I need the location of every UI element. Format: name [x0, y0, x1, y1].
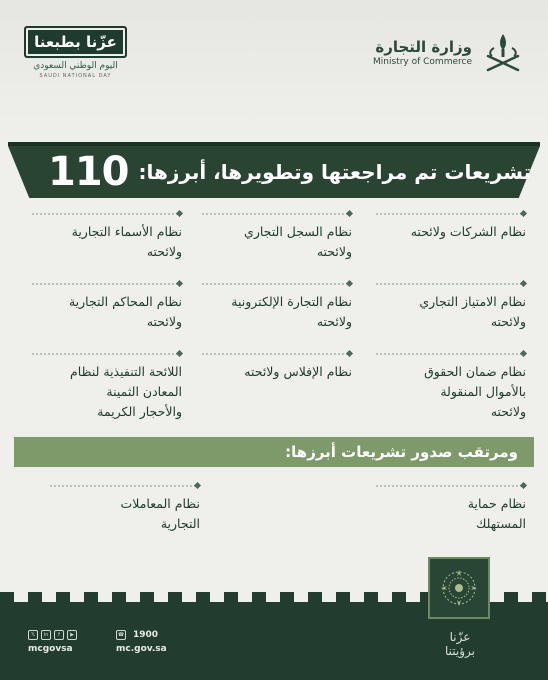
item-divider [376, 485, 526, 489]
ministry-name-ar: وزارة التجارة [375, 38, 472, 56]
social-handle[interactable]: mcgovsa [28, 644, 73, 654]
saudi-emblem-icon [480, 30, 526, 76]
youtube-icon[interactable]: ▶ [67, 630, 77, 640]
item-divider [202, 353, 352, 357]
title-banner-content [48, 146, 532, 198]
national-day-logo [18, 26, 133, 84]
facebook-icon[interactable]: f [54, 630, 64, 640]
national-day-subtitle: اليوم الوطني السعودي [33, 61, 118, 71]
item-divider [202, 283, 352, 287]
vision-emblem [428, 557, 490, 619]
ornament-icon [439, 568, 479, 608]
upcoming-title: ومرتقب صدور تشريعات أبرزها: [285, 443, 518, 461]
website-link[interactable]: mc.gov.sa [116, 644, 167, 654]
item-divider [376, 353, 526, 357]
legislation-item: اللائحة التنفيذية لنظام المعادن الثمينة والأحجار الكريمة [22, 362, 182, 422]
contact-block [28, 630, 228, 670]
upcoming-item: نظام حماية المستهلك [366, 494, 526, 534]
ministry-logo-block [326, 28, 526, 78]
x-icon[interactable]: 𝕏 [28, 630, 38, 640]
legislation-item: نظام التجارة الإلكترونية ولائحته [192, 292, 352, 332]
phone-number[interactable]: 1900 [133, 630, 159, 640]
item-divider [376, 213, 526, 217]
social-icons [28, 630, 77, 640]
legislation-item: نظام الامتياز التجاري ولائحته [366, 292, 526, 332]
legislation-item: نظام ضمان الحقوق بالأموال المنقولة ولائحته [366, 362, 526, 422]
ministry-name-en: Ministry of Commerce [373, 57, 472, 67]
item-divider [32, 283, 182, 287]
item-divider [376, 283, 526, 287]
item-divider [202, 213, 352, 217]
national-day-english: SAUDI NATIONAL DAY [39, 73, 112, 79]
item-divider [50, 485, 200, 489]
title-text: تشريعات تم مراجعتها وتطويرها، أبرزها: [138, 160, 532, 184]
phone-icon: ☎ [117, 632, 125, 638]
item-divider [32, 213, 182, 217]
upcoming-item: نظام المعاملات التجارية [40, 494, 200, 534]
legislation-count: 110 [48, 149, 129, 195]
legislation-item: نظام الإفلاس ولائحته [192, 362, 352, 382]
legislation-item: نظام السجل التجاري ولائحته [192, 222, 352, 262]
national-day-badge: عزّنا بطبعنا [24, 26, 127, 58]
legislation-item: نظام المحاكم التجارية ولائحته [22, 292, 182, 332]
legislation-item: نظام الشركات ولائحته [366, 222, 526, 242]
phone-row [116, 630, 158, 640]
legislation-item: نظام الأسماء التجارية ولائحته [22, 222, 182, 262]
item-divider [32, 353, 182, 357]
footer-brand: عزّنا برؤيتنا [445, 630, 475, 658]
linkedin-icon[interactable]: in [41, 630, 51, 640]
